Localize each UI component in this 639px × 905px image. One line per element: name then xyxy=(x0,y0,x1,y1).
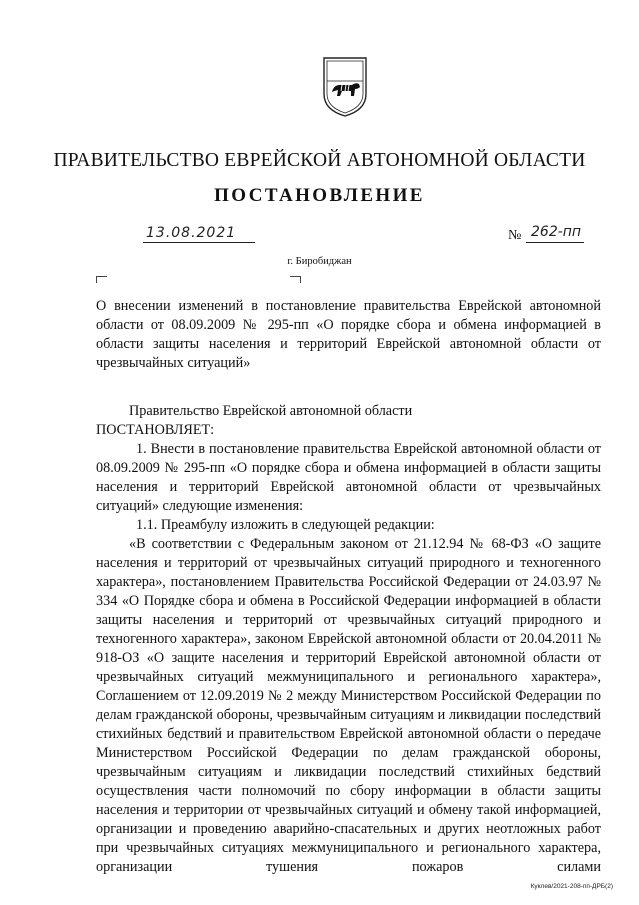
number-sign: № xyxy=(508,228,522,243)
document-title xyxy=(96,297,601,373)
intro-paragraph: Правительство Еврейской автономной области xyxy=(129,403,413,419)
resolves-heading: ПОСТАНОВЛЯЕТ: xyxy=(96,422,215,438)
item-1: 1. Внести в постановление правительства Еврейской автономной области от 08.09.2009 № 295-пп «О порядке сбора и обмена информацией в области защиты населения и территорий Еврейской автономной области от чрезвычайных ситуаций» следующие изменения: xyxy=(96,441,601,514)
title-corner-right xyxy=(290,276,301,283)
coat-of-arms-icon xyxy=(322,54,368,118)
number-underline xyxy=(526,242,584,243)
city: г. Биробиджан xyxy=(287,256,352,267)
footer-reference: Куклев/2021-208-пп-ДРБ(2) xyxy=(530,883,613,890)
document-body xyxy=(96,402,601,877)
document-number: 262-пп xyxy=(531,224,582,240)
title-text: О внесении изменений в постановление правительства Еврейской автономной области от 08.09.2009 № 295-пп «О порядке сбора и обмена информацией в области защиты населения и территорий Еврейской автономной области от чрезвычайных ситуаций» xyxy=(96,298,601,371)
document-date: 13.08.2021 xyxy=(146,225,237,241)
date-underline xyxy=(143,242,255,243)
quote-paragraph: «В соответствии с Федеральным законом от 21.12.94 № 68-ФЗ «О защите населения и территорий от чрезвычайных ситуаций природного и техногенного характера», постановлением Правительства Российской Федерации от 24.03.97 № 334 «О Порядке сбора и обмена в Российской Федерации информацией в области защиты населения и территорий от чрезвычайных ситуаций природного и техногенного характера», законом Еврейской автономной области от 20.04.2011 № 918-ОЗ «О защите населения и территорий Еврейской автономной области от чрезвычайных ситуаций межмуниципального и регионального характера», Соглашением от 12.09.2019 № 2 между Министерством Российской Федерации по делам гражданской обороны, чрезвычайным ситуациям и ликвидации последствий стихийных бедствий и правительством Еврейской автономной области о передаче Министерством Российской Федерации по делам гражданской обороны, чрезвычайным ситуациям и ликвидации последствий стихийных бедствий осуществления части полномочий по сбору информации в области защиты населения и территории от чрезвычайных ситуаций и обмену такой информацией, организации и проведению аварийно-спасательных и других неотложных работ при чрезвычайных ситуациях межмуниципального и регионального характера, организации тушения пожаров силами xyxy=(96,536,601,875)
document-type: ПОСТАНОВЛЕНИЕ xyxy=(214,185,425,206)
title-corner-left xyxy=(96,276,107,283)
item-1-1: 1.1. Преамбулу изложить в следующей редакции: xyxy=(136,517,435,533)
government-title: ПРАВИТЕЛЬСТВО ЕВРЕЙСКОЙ АВТОНОМНОЙ ОБЛАСТИ xyxy=(53,150,586,171)
